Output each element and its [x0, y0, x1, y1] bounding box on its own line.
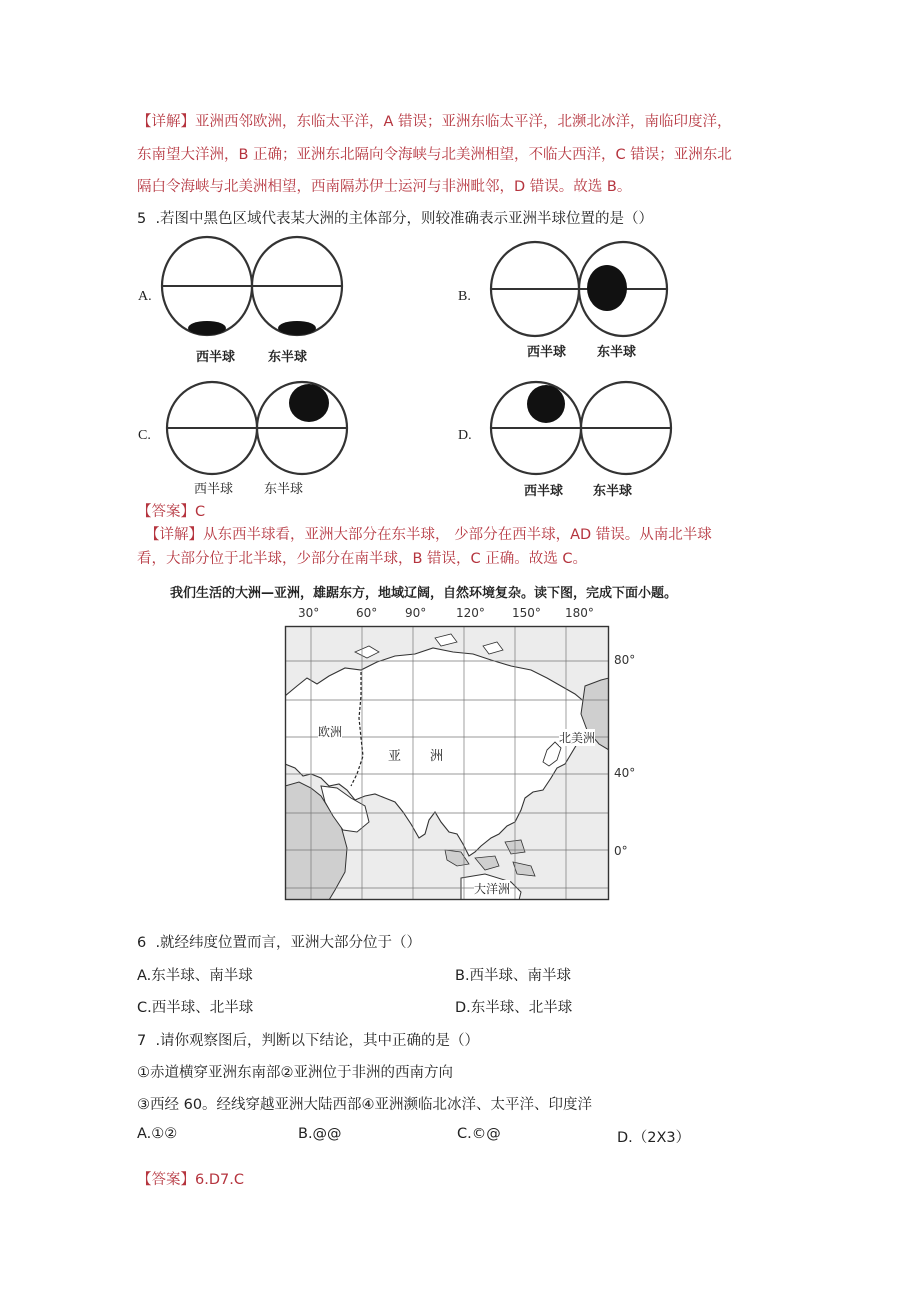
option-c-east-globe — [257, 382, 347, 474]
option-a-east-label: 东半球 — [268, 350, 308, 365]
question-number: 7 — [137, 1033, 147, 1049]
question-text: .请你观察图后，判断以下结论，其中正确的是（） — [155, 1033, 480, 1049]
q6-option-d[interactable]: D.东半球、北半球 — [455, 1000, 573, 1016]
explain-tag: 【详解】 — [137, 114, 195, 130]
map-label-oceania: 大洋洲 — [474, 882, 511, 896]
q7-option-b[interactable]: B.@@ — [298, 1126, 342, 1142]
q5-option-a-label: A. — [138, 289, 152, 304]
q6-option-c[interactable]: C.西半球、北半球 — [137, 1000, 254, 1016]
map-label-europe: 欧洲 — [318, 725, 343, 739]
q5-answer: 【答案】C — [137, 504, 206, 520]
option-d-black-area — [527, 385, 565, 423]
option-b-west-label: 西半球 — [527, 345, 567, 360]
option-a-black-area-east — [278, 321, 316, 335]
q6-option-a[interactable]: A.东半球、南半球 — [137, 968, 253, 984]
q7-option-a[interactable]: A.①② — [137, 1126, 178, 1142]
lon-tick-120: 120° — [456, 606, 485, 620]
q4-explain-line-1 — [137, 110, 732, 131]
q5-option-c-figure — [165, 380, 355, 480]
lat-tick-40: 40° — [614, 766, 636, 780]
question-number: 6 — [137, 935, 147, 951]
q5-question — [137, 207, 653, 228]
lat-tick-80: 80° — [614, 653, 636, 667]
lon-tick-60: 60° — [356, 606, 378, 620]
q7-option-d[interactable]: D.（2X3） — [617, 1130, 691, 1146]
option-a-east-globe — [252, 237, 342, 335]
map-label-north-america: 北美洲 — [559, 731, 596, 745]
map-caption: 我们生活的大洲—亚洲，雄踞东方，地域辽阔，自然环境复杂。读下图，完成下面小题。 — [170, 586, 678, 601]
answer-6-7: 【答案】6.D7.C — [137, 1172, 244, 1188]
q5-option-b-label: B. — [458, 289, 471, 304]
q5-option-a-figure — [160, 235, 360, 345]
option-b-east-label: 东半球 — [597, 345, 637, 360]
q7-question — [137, 1029, 479, 1050]
q5-option-d-figure — [490, 380, 680, 480]
q4-explain-line-2: 东南望大洋洲，B 正确；亚洲东北隔向令海峡与北美洲相望，不临大西洋，C 错误；亚洲东北 — [137, 147, 732, 163]
q6-question — [137, 931, 421, 952]
lon-tick-30: 30° — [298, 606, 320, 620]
lon-tick-90: 90° — [405, 606, 427, 620]
lat-tick-0: 0° — [614, 844, 628, 858]
option-d-west-label: 西半球 — [524, 484, 564, 499]
question-text: .若图中黑色区域代表某大洲的主体部分，则较准确表示亚洲半球位置的是（） — [155, 211, 654, 227]
option-a-black-area-west — [188, 321, 226, 335]
option-b-black-area — [587, 265, 627, 311]
option-c-black-area — [289, 384, 329, 422]
option-d-east-globe — [581, 382, 671, 474]
option-b-east-globe — [579, 242, 667, 336]
option-c-west-label: 西半球 — [194, 482, 234, 497]
option-a-west-label: 西半球 — [196, 350, 236, 365]
map-label-asia-1: 亚 — [388, 749, 402, 764]
option-b-west-globe — [491, 242, 579, 336]
option-d-west-globe — [491, 382, 581, 474]
option-a-west-globe — [162, 237, 252, 335]
question-number: 5 — [137, 211, 147, 227]
explain-text: 从东西半球看，亚洲大部分在东半球， 少部分在西半球，AD 错误。从南北半球 — [203, 527, 712, 543]
asia-map — [285, 626, 609, 900]
q5-explain-line-1 — [145, 523, 712, 544]
question-text: .就经纬度位置而言，亚洲大部分位于（） — [155, 935, 422, 951]
q4-explain-line-3: 隔白令海峡与北美洲相望，西南隔苏伊士运河与非洲毗邻，D 错误。故选 B。 — [137, 179, 632, 195]
option-d-east-label: 东半球 — [593, 484, 633, 499]
option-c-west-globe — [167, 382, 257, 474]
q5-option-b-figure — [490, 240, 680, 340]
map-label-asia-2: 洲 — [430, 749, 444, 764]
q7-statements-1: ①赤道横穿亚洲东南部②亚洲位于非洲的西南方向 — [137, 1065, 453, 1081]
q7-statements-2: ③西经 60。经线穿越亚洲大陆西部④亚洲濒临北冰洋、太平洋、印度洋 — [137, 1097, 593, 1113]
q6-option-b[interactable]: B.西半球、南半球 — [455, 968, 572, 984]
q5-option-c-label: C. — [138, 428, 151, 443]
q7-option-c[interactable]: C.©@ — [457, 1126, 501, 1142]
explain-tag: 【详解】 — [145, 527, 203, 543]
explain-text: 亚洲西邻欧洲，东临太平洋，A 错误；亚洲东临太平洋，北濒北冰洋，南临印度洋， — [195, 114, 732, 130]
option-c-east-label: 东半球 — [264, 482, 304, 497]
q5-option-d-label: D. — [458, 428, 472, 443]
q5-explain-line-2: 看，大部分位于北半球，少部分在南半球，B 错误，C 正确。故选 C。 — [137, 551, 588, 567]
lon-tick-150: 150° — [512, 606, 541, 620]
lon-tick-180: 180° — [565, 606, 594, 620]
